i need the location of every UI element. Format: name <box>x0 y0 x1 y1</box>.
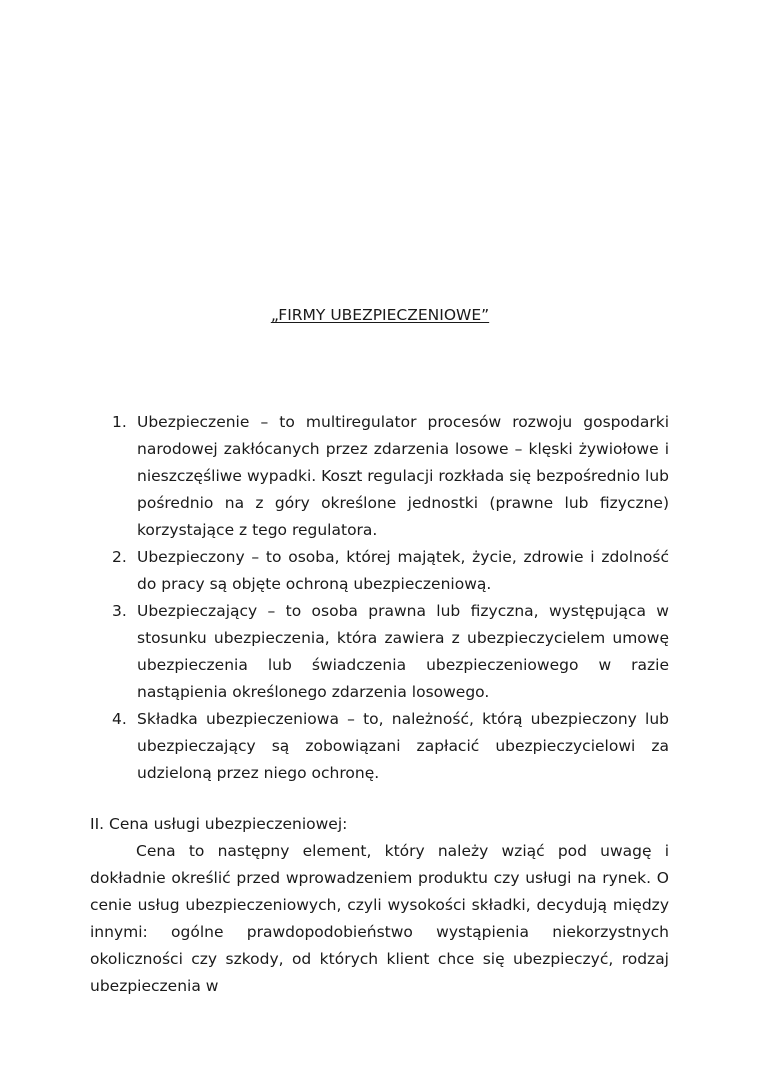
list-item-text: Składka ubezpieczeniowa – to, należność, którą ubezpieczony lub ubezpieczający są zobowiązani zapłacić ubezpieczycielowi za udzieloną przez niego ochronę. <box>137 710 669 782</box>
list-item-number: 2. <box>112 548 127 566</box>
section-paragraph: Cena to następny element, który należy wziąć pod uwagę i dokładnie określić przed wprowadzeniem produktu czy usługi na rynek. O cenie usług ubezpieczeniowych, czyli wysokości składki, decydują między innymi: ogólne prawdopodobieństwo wystąpienia niekorzystnych okoliczności czy szkody, od których klient chce się ubezpieczyć, rodzaj ubezpieczenia w <box>90 842 669 995</box>
list-item-number: 4. <box>112 710 127 728</box>
list-item-text: Ubezpieczony – to osoba, której majątek, życie, zdrowie i zdolność do pracy są objęte ochroną ubezpieczeniową. <box>137 548 669 593</box>
list-item <box>108 409 669 544</box>
section-heading: II. Cena usługi ubezpieczeniowej: <box>90 815 348 833</box>
list-item-text: Ubezpieczający – to osoba prawna lub fizyczna, występująca w stosunku ubezpieczenia, która zawiera z ubezpieczycielem umowę ubezpieczenia lub świadczenia ubezpieczeniowego w razie nastąpienia określonego zdarzenia losowego. <box>137 602 669 701</box>
document-title: „FIRMY UBEZPIECZENIOWE” <box>270 306 490 324</box>
list-item <box>108 598 669 706</box>
list-item-number: 3. <box>112 602 127 620</box>
definitions-list <box>108 409 669 787</box>
list-item-text: Ubezpieczenie – to multiregulator procesów rozwoju gospodarki narodowej zakłócanych przez zdarzenia losowe – klęski żywiołowe i nieszczęśliwe wypadki. Koszt regulacji rozkłada się bezpośrednio lub pośrednio na z góry określone jednostki (prawne lub fizyczne) korzystające z tego regulatora. <box>137 413 669 539</box>
section-price <box>90 811 669 1000</box>
list-item <box>108 706 669 787</box>
list-item <box>108 544 669 598</box>
list-item-number: 1. <box>112 413 127 431</box>
